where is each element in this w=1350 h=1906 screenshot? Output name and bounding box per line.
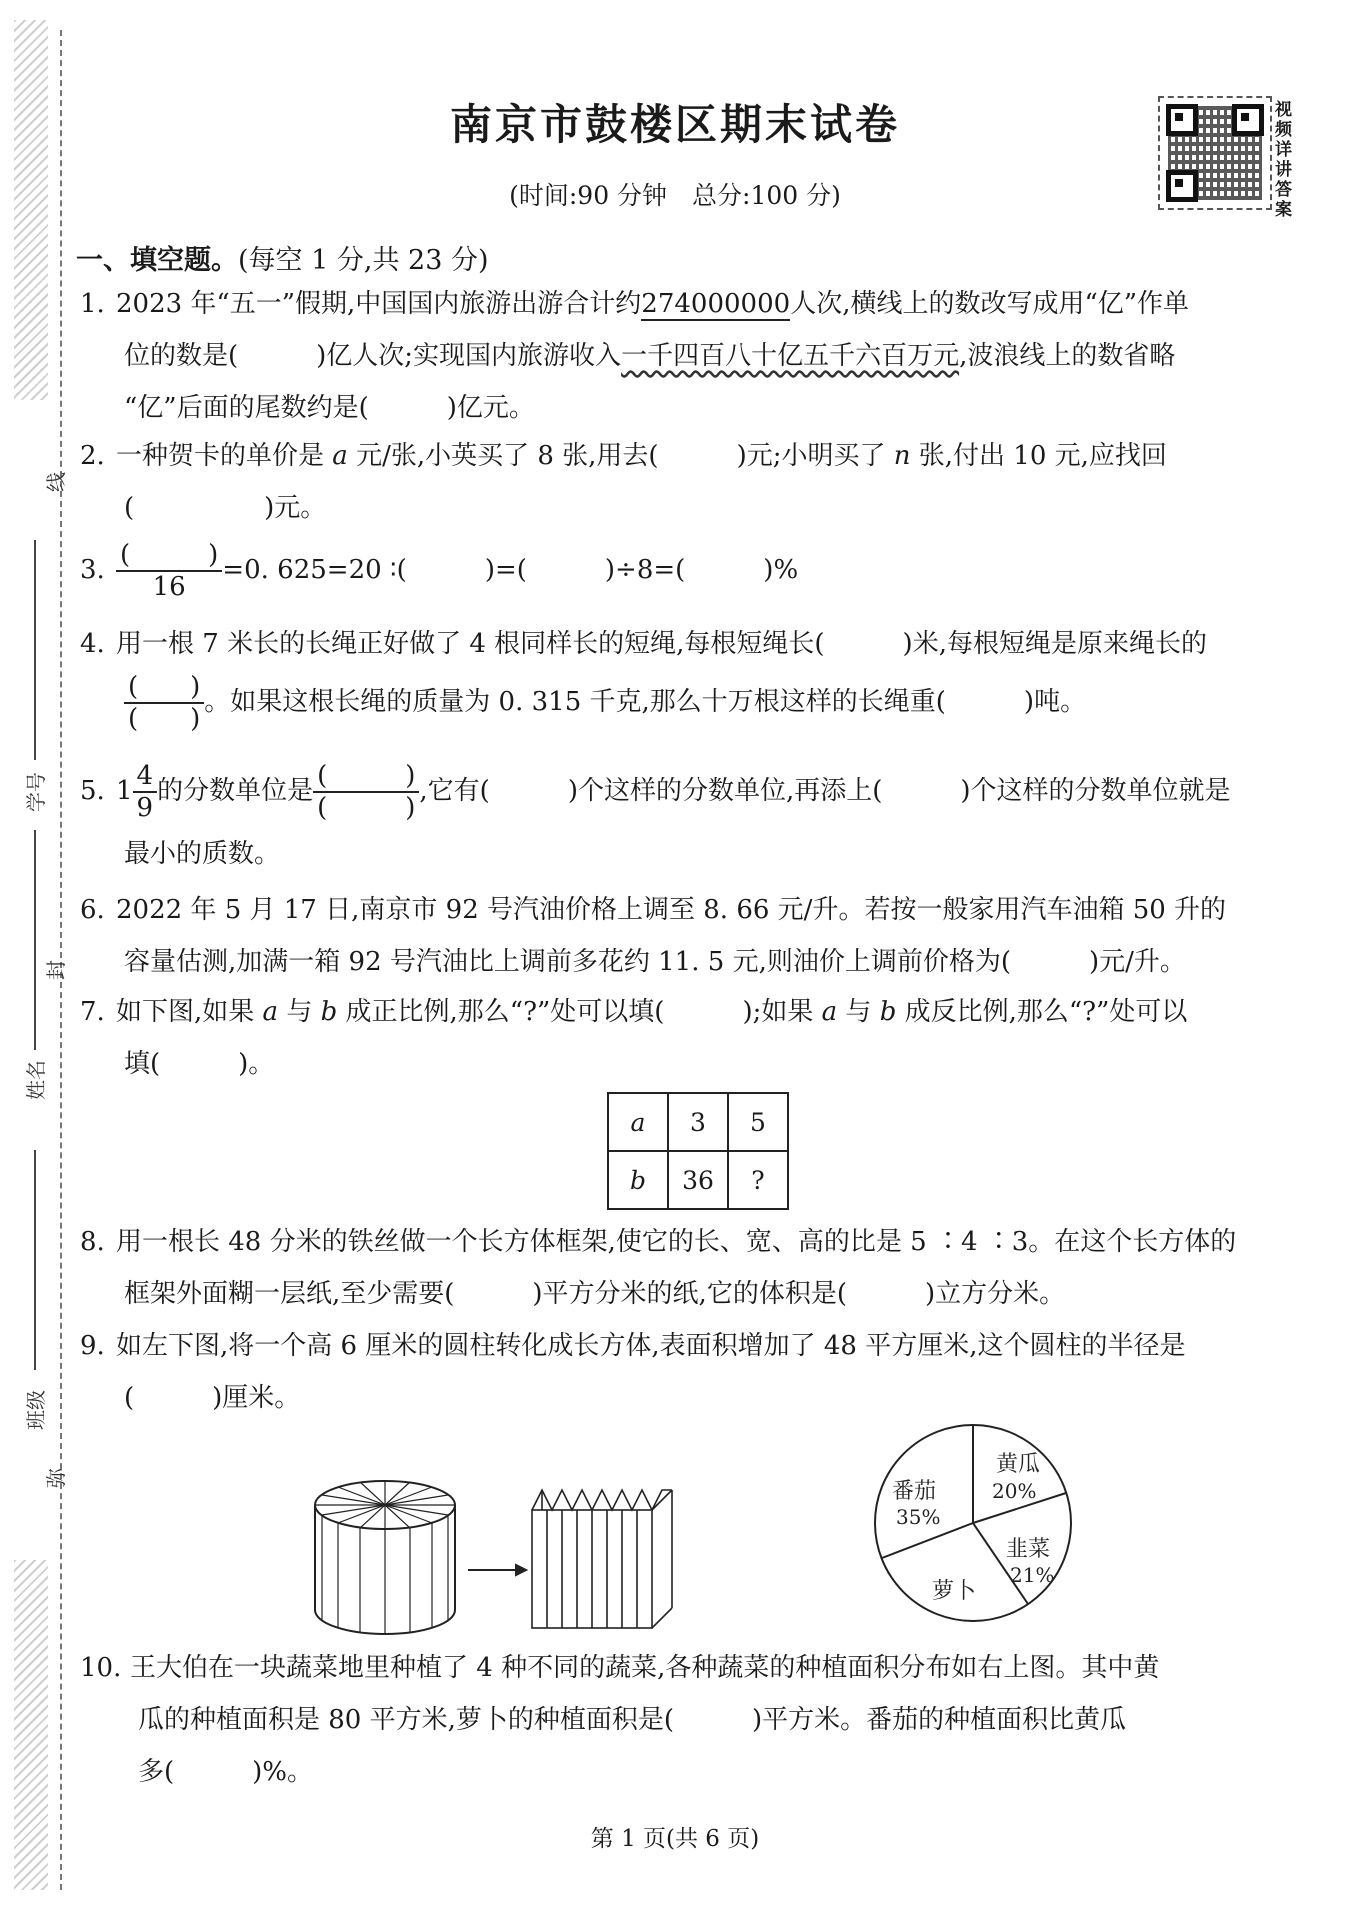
margin-label-line: 线 [44,472,68,492]
question-7: 7. 如下图,如果 a 与 b 成正比例,那么“?”处可以填( );如果 a 与 b 成反比例,那么“?”处可以 填( )。 [80,997,1188,1079]
margin-label-fold: 弥 [44,1468,68,1488]
margin-label-class: 班级 [24,1390,48,1430]
section-title: 一、填空题。 [76,245,238,276]
question-9: 9. 如左下图,将一个高 6 厘米的圆柱转化成长方体,表面积增加了 48 平方厘米,这个圆柱的半径是 ( )厘米。 [80,1331,1186,1413]
pie-pct-tomato: 35% [896,1505,941,1529]
table-row [608,1151,788,1209]
qr-label: 视频详讲答案 [1275,100,1292,220]
margin-class-line [34,1150,36,1370]
pie-label-radish: 萝卜 [932,1579,977,1604]
pie-label-cucumber: 黄瓜 [996,1452,1041,1477]
margin-label-name: 姓名 [24,1060,48,1100]
vegetable-pie-chart [868,1418,1078,1628]
margin-label-id: 学号 [24,772,48,812]
table-cell: a [608,1093,668,1151]
table-cell: b [608,1151,668,1209]
pie-pct-chives: 21% [1010,1563,1055,1587]
table-cell: ? [728,1151,788,1209]
wavy-underlined-text: 一千四百八十亿五千六百万元 [621,341,960,371]
table-cell: 36 [668,1151,728,1209]
page-subtitle: (时间:90 分钟 总分:100 分) [509,181,841,210]
question-1: 1. 2023 年“五一”假期,中国国内旅游出游合计约274000000人次,横线上的数改写成用“亿”作单 位的数是( )亿人次;实现国内旅游收入一千四百八十亿五千六百万元,波浪线上的数省略 “亿”后面的尾数约是( )亿元。 [80,278,1300,434]
fraction: $\frac{( )}{16}$ [116,540,222,602]
fraction: $\frac{( )}{( )}$ [124,672,204,734]
cylinder-to-cuboid-diagram [310,1470,760,1640]
fraction: $\frac{( )}{( )}$ [313,761,419,823]
table-cell: 3 [668,1093,728,1151]
pie-label-tomato: 番茄 [892,1479,937,1504]
page-footer: 第 1 页(共 6 页) [590,1826,760,1852]
pie-label-chives: 韭菜 [1006,1537,1051,1562]
pie-pct-cucumber: 20% [992,1479,1037,1503]
underlined-number: 274000000 [641,289,791,319]
question-5: 5. 1 $\frac{4}{9}$ 的分数单位是 $\frac{( )}{( )}$ ,它有( )个这样的分数单位,再添上( )个这样的分数单位就是 最小的质数。 [80,761,1231,869]
question-8: 8. 用一根长 48 分米的铁丝做一个长方体框架,使它的长、宽、高的比是 5 ∶4 ∶3。在这个长方体的 框架外面糊一层纸,至少需要( )平方分米的纸,它的体积是( )立方分米。 [80,1227,1237,1309]
margin-label-seal: 封 [44,960,68,980]
ab-table [607,1092,789,1210]
section-note: (每空 1 分,共 23 分) [238,245,489,276]
question-4: 4. 用一根 7 米长的长绳正好做了 4 根同样长的短绳,每根短绳长( )米,每根短绳是原来绳长的 $\frac{( )}{( )}$ 。如果这根长绳的质量为 0. 315 千克,那么十万根这样的长绳重( )吨。 [80,629,1207,734]
question-10: 10. 王大伯在一块蔬菜地里种植了 4 种不同的蔬菜,各种蔬菜的种植面积分布如右上图。其中黄 瓜的种植面积是 80 平方米,萝卜的种植面积是( )平方米。番茄的种植面积比黄瓜 多( )%。 [80,1653,1160,1787]
table-cell: 5 [728,1093,788,1151]
question-3: 3. $\frac{( )}{16}$ =0. 625=20 ∶( )=( )÷8=( )% [80,540,799,602]
table-row [608,1093,788,1151]
qr-code-icon[interactable] [1158,96,1272,210]
question-number: 1. [80,289,105,319]
margin-id-line [34,540,36,760]
margin-name-line [34,830,36,1050]
page-title: 南京市鼓楼区期末试卷 [449,100,900,149]
section-heading [76,238,489,277]
question-2: 2. 一种贺卡的单价是 a 元/张,小英买了 8 张,用去( )元;小明买了 n 张,付出 10 元,应找回 ( )元。 [80,441,1167,523]
mixed-fraction: $\frac{4}{9}$ [133,761,158,823]
question-6: 6. 2022 年 5 月 17 日,南京市 92 号汽油价格上调至 8. 66 元/升。若按一般家用汽车油箱 50 升的 容量估测,加满一箱 92 号汽油比上调前多花约 11. 5 元,则油价上调前价格为( )元/升。 [80,895,1227,977]
